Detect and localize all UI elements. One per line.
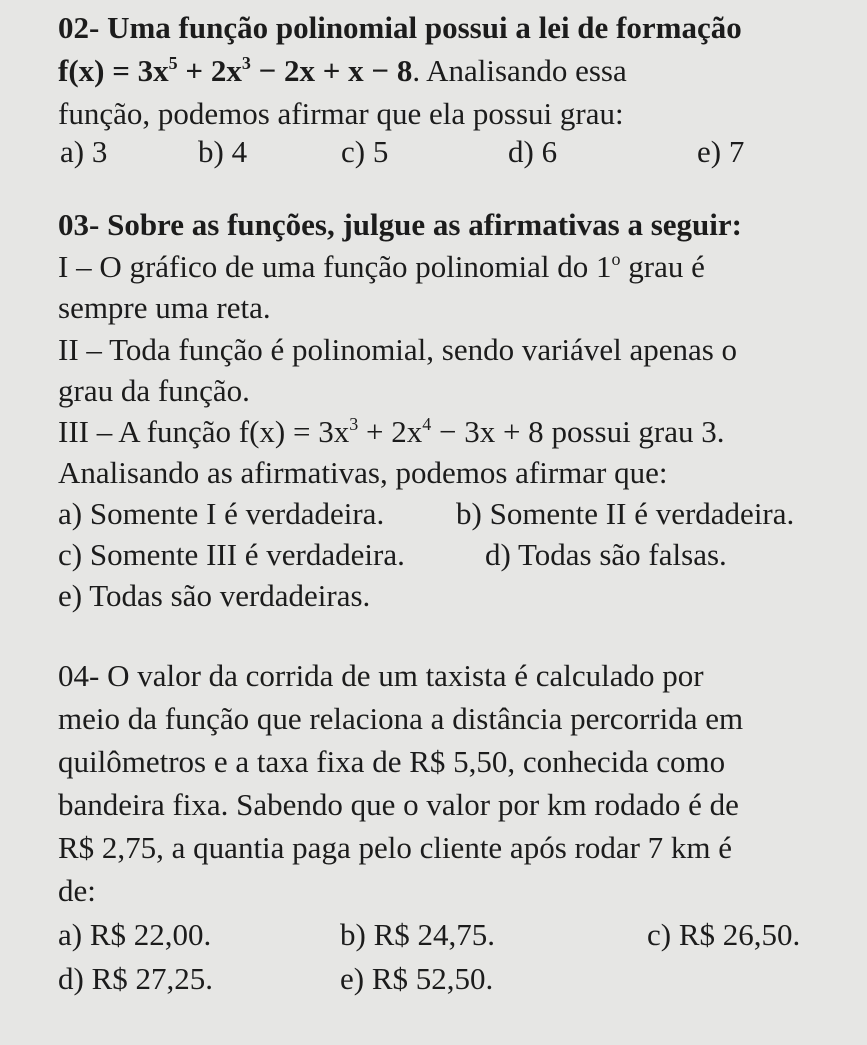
q03-option-c[interactable]: c) Somente III é verdadeira. [58,537,405,572]
q02-option-e[interactable]: e) 7 [697,134,745,169]
q03-statement-i-cont: sempre uma reta. [58,290,271,325]
q03-option-d[interactable]: d) Todas são falsas. [485,537,727,572]
q04-option-a[interactable]: a) R$ 22,00. [58,917,212,952]
q02-header: 02- Uma função polinomial possui a lei de formação [58,10,742,45]
q02-line3: função, podemos afirmar que ela possui grau: [58,96,624,131]
q02-formula: $f(x) = 3x^5 + 2x^3 - 2x + x - 8$ [58,53,413,88]
q04-line-1: 04- O valor da corrida de um taxista é calculado por [58,658,704,693]
q04-option-d[interactable]: d) R$ 27,25. [58,961,213,996]
q03-header: 03- Sobre as funções, julgue as afirmativas a seguir: [58,207,742,242]
q04-line-6: de: [58,873,96,908]
q03-statement-ii: II – Toda função é polinomial, sendo variável apenas o [58,332,738,367]
q02-formula-line: $f(x) = 3x^5 + 2x^3 - 2x + x - 8$. Analisando essa [58,53,627,88]
q04-option-e[interactable]: e) R$ 52,50. [340,961,494,996]
q02-option-b[interactable]: b) 4 [198,134,248,169]
q04-line-4: bandeira fixa. Sabendo que o valor por km rodado é de [58,787,739,822]
q04-option-b[interactable]: b) R$ 24,75. [340,917,495,952]
q04-option-c[interactable]: c) R$ 26,50. [647,917,801,952]
q03-statement-iii: III – A função $f(x) = 3x^3 + 2x^4 - 3x + 8$ possui grau 3. [58,414,725,449]
q03-statement-ii-cont: grau da função. [58,373,250,408]
q03-option-a[interactable]: a) Somente I é verdadeira. [58,496,385,531]
q03-option-e[interactable]: e) Todas são verdadeiras. [58,578,371,613]
q02-option-d[interactable]: d) 6 [508,134,558,169]
q04-line-2: meio da função que relaciona a distância percorrida em [58,701,744,736]
q03-analysis: Analisando as afirmativas, podemos afirmar que: [58,455,668,490]
q04-line-5: R$ 2,75, a quantia paga pelo cliente após rodar 7 km é [58,830,733,865]
q02-option-a[interactable]: a) 3 [60,134,108,169]
q02-option-c[interactable]: c) 5 [341,134,389,169]
q03-statement-i: I – O gráfico de uma função polinomial do 1$^o$ grau é [58,249,705,284]
q03-option-b[interactable]: b) Somente II é verdadeira. [456,496,795,531]
q04-line-3: quilômetros e a taxa fixa de R$ 5,50, conhecida como [58,744,726,779]
